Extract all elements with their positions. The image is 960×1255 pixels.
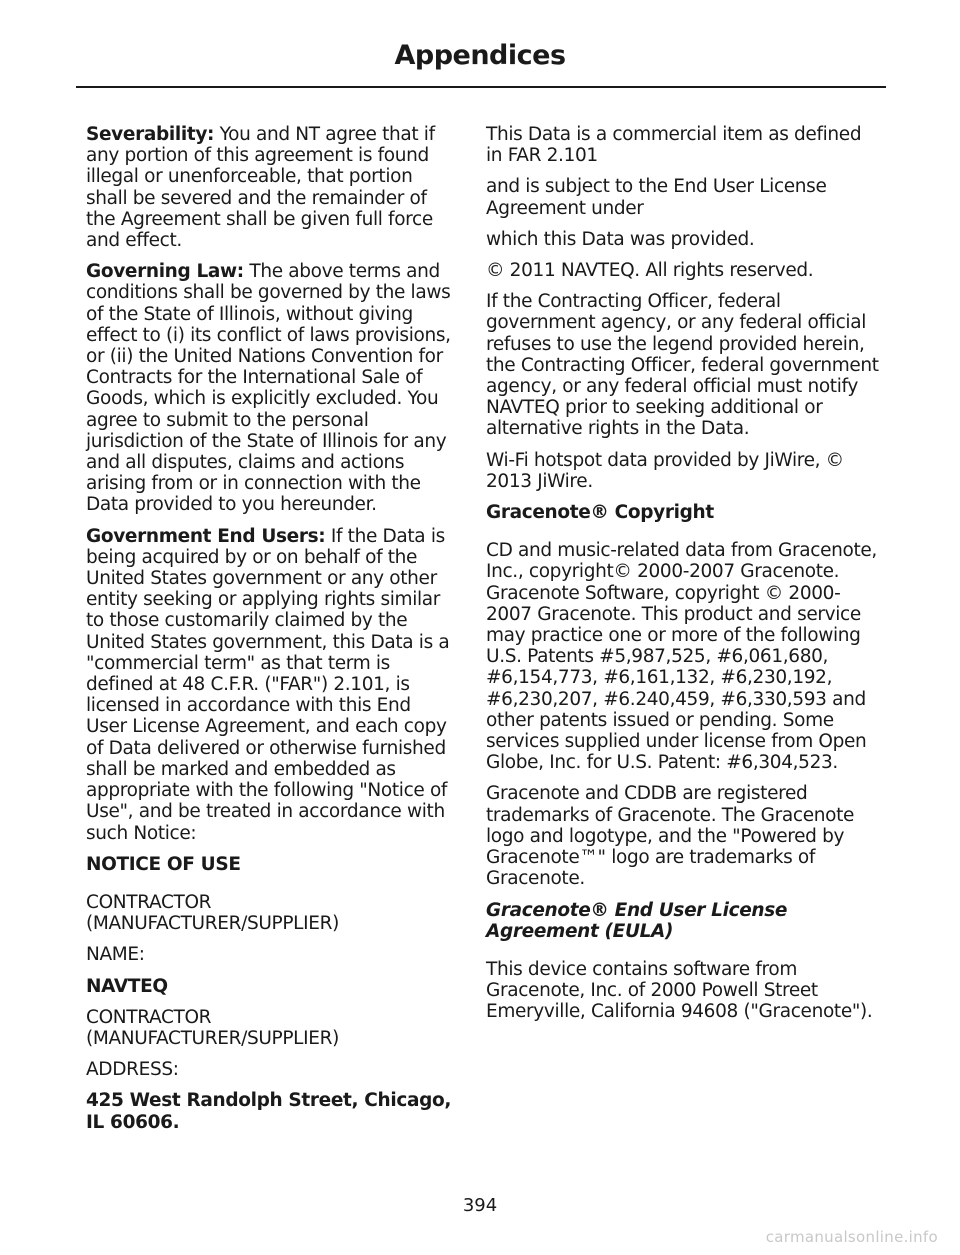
government-end-users-paragraph [86, 526, 452, 844]
right-column [486, 124, 882, 1033]
gracenote-device-paragraph: This device contains software from Gracenote, Inc. of 2000 Powell Street Emeryville, California 94608 ("Gracenote"). [486, 958, 873, 1023]
severability-lead: Severability: [86, 124, 215, 145]
name-label: NAME: [86, 944, 145, 966]
contractor-line-1: CONTRACTOR (MANUFACTURER/SUPPLIER) [86, 891, 339, 935]
eula-subject-paragraph: and is subject to the End User License Agreement under [486, 176, 827, 219]
gracenote-patents-paragraph: CD and music-related data from Gracenote, Inc., copyright© 2000-2007 Gracenote. Gracenote Software, copyright © 2000-2007 Gracenote. This product and service may practice one or more of the following U.S. Patents #5,987,525, #6,061,680, #6,154,773, #6,161,132, #6,230,192, #6,230,207, #6.240,459, #6,330,593 and other patents issued or pending. Some services supplied under license from Open Globe, Inc. for U.S. Patent: #6,304,523. [486, 540, 877, 774]
data-provided-paragraph: which this Data was provided. [486, 228, 755, 250]
severability-text: You and NT agree that if any portion of this agreement is found illegal or unenforceable, that portion shall be severed and the remainder of the Agreement shall be given full force and effect. [86, 124, 435, 252]
contractor-line-2: CONTRACTOR (MANUFACTURER/SUPPLIER) [86, 1006, 339, 1049]
notice-of-use-heading: NOTICE OF USE [86, 853, 241, 875]
page-number: 394 [462, 1195, 498, 1216]
watermark: carmanualsonline.info [765, 1228, 938, 1246]
gracenote-eula-heading: Gracenote® End User License Agreement (EULA) [486, 899, 788, 942]
gracenote-trademarks-paragraph: Gracenote and CDDB are registered trademarks of Gracenote. The Gracenote logo and logotype, and the "Powered by Gracenote™" logo are trademarks of Gracenote. [486, 783, 855, 890]
jiwire-paragraph: Wi-Fi hotspot data provided by JiWire, © 2013 JiWire. [486, 449, 844, 492]
commercial-item-paragraph: This Data is a commercial item as defined in FAR 2.101 [486, 124, 862, 167]
government-end-users-text: If the Data is being acquired by or on behalf of the United States government or any other entity seeking or applying rights similar to those customarily claimed by the United States government, this Data is a "commercial term" as that term is defined at 48 C.F.R. ("FAR") 2.101, is licensed in accordance with this End User License Agreement, and each copy of Data delivered or otherwise furnished shall be marked and embedded as appropriate with the following "Notice of Use", and be treated in accordance with such Notice: [86, 525, 450, 844]
contracting-officer-paragraph: If the Contracting Officer, federal government agency, or any federal official refuses to use the legend provided herein, the Contracting Officer, federal government agency, or any federal official must notify NAVTEQ prior to seeking additional or alternative rights in the Data. [486, 291, 879, 440]
name-value: NAVTEQ [86, 975, 168, 997]
left-column [86, 124, 452, 1143]
governing-law-paragraph [86, 261, 452, 515]
address-label: ADDRESS: [86, 1059, 179, 1081]
governing-law-lead: Governing Law: [86, 261, 244, 283]
governing-law-text: The above terms and conditions shall be governed by the laws of the State of Illinois, without giving effect to (i) its conflict of laws provisions, or (ii) the United Nations Convention for Contracts for the International Sale of Goods, which is explicitly excluded. You agree to submit to the personal jurisdiction of the State of Illinois for any and all disputes, claims and actions arising from or in connection with the Data provided to you hereunder. [86, 261, 451, 516]
page-title: Appendices [394, 40, 566, 71]
navteq-copyright-paragraph: © 2011 NAVTEQ. All rights reserved. [486, 260, 814, 282]
address-value: 425 West Randolph Street, Chicago, IL 60606. [86, 1090, 452, 1133]
government-end-users-lead: Government End Users: [86, 525, 326, 547]
gracenote-copyright-heading: Gracenote® Copyright [486, 502, 714, 524]
severability-paragraph [86, 124, 452, 251]
header-divider [76, 86, 886, 88]
